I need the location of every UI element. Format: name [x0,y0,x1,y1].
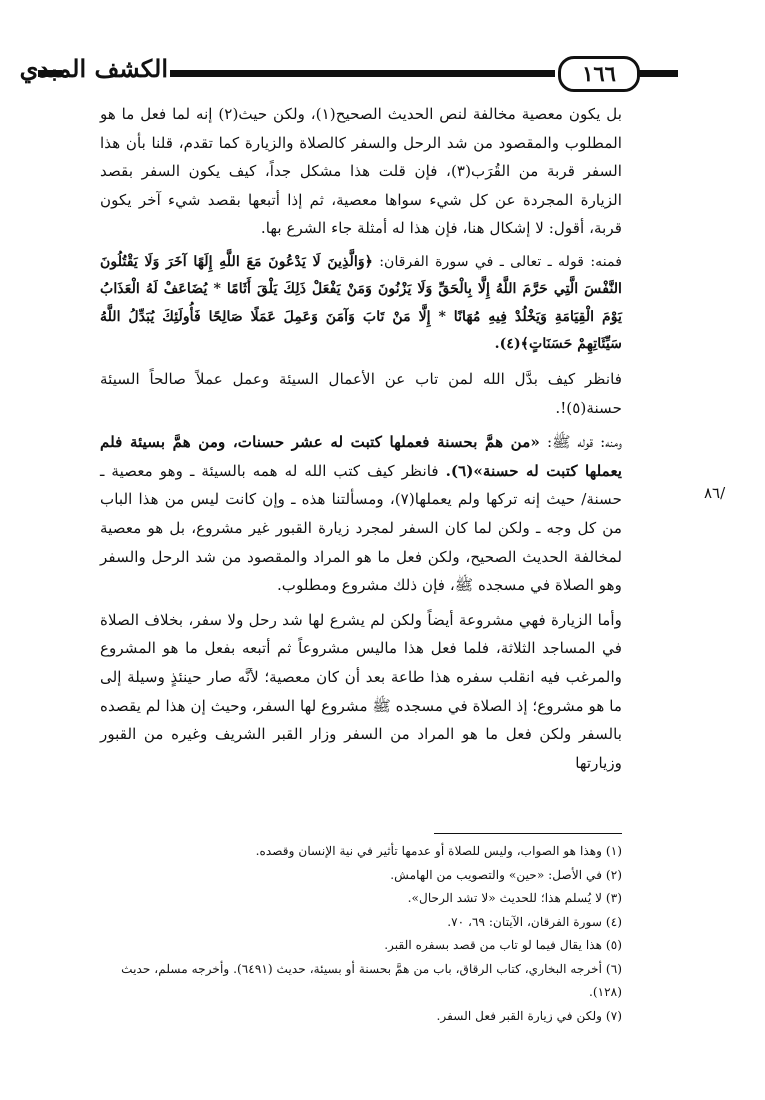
footnotes [100,840,622,1028]
hadith-commentary: فانظر كيف كتب الله له همه بالسيئة ـ وهو معصية ـ حسنة/ حيث إنه تركها ولم يعملها(٧)، ومسألتنا هذه ـ وإن كانت ليس من هذا الباب من كل وجه ـ ولكن لما كان السفر لمجرد زيارة القبور غير مشروع، بل هو معصية لمخالفة الحديث الصحيح، ولكن فعل ما هو المراد والمقصود من شد الرحل والسفر وهو الصلاة في مسجده ﷺ، فإن ذلك مشروع ومطلوب. [100,461,622,595]
paragraph: فانظر كيف بدَّل الله لمن تاب عن الأعمال السيئة وعمل عملاً صالحاً السيئة حسنة(٥)!. [100,369,622,417]
book-title: الكشف المبدي [19,54,168,83]
quran-verse: ﴿وَالَّذِينَ لَا يَدْعُونَ مَعَ اللَّهِ إِلَهًا آخَرَ وَلَا يَقْتُلُونَ النَّفْسَ الَّتِي حَرَّمَ اللَّهُ إِلَّا بِالْحَقِّ وَلَا يَزْنُونَ وَمَنْ يَفْعَلْ ذَلِكَ يَلْقَ أَثَامًا * يُضَاعَفْ لَهُ الْعَذَابُ يَوْمَ الْقِيَامَةِ وَيَخْلُدْ فِيهِ مُهَانًا * إِلَّا مَنْ تَابَ وَآمَنَ وَعَمِلَ عَمَلًا صَالِحًا فَأُولَئِكَ يُبَدِّلُ اللَّهُ سَيِّئَاتِهِمْ حَسَنَاتٍ﴾(٤). [100,253,622,353]
footnote: (٤) سورة الفرقان، الآيتان: ٦٩، ٧٠. [447,914,622,929]
header-rule-right [638,70,678,77]
footnote: (٥) هذا يقال فيما لو تاب من قصد بسفره القبر. [384,938,622,952]
hadith-intro: ومنه: قوله ﷺ: [546,433,622,452]
hadith-paragraph [100,428,622,600]
quran-paragraph [100,249,622,359]
footnote: (٦) أخرجه البخاري، كتاب الرقاق، باب من همَّ بحسنة أو بسيئة، حديث (٦٤٩١). وأخرجه مسلم، حديث (١٢٨). [121,961,622,999]
manuscript-folio-marker: ٨٦/ [704,484,726,502]
header-rule-middle [170,70,555,77]
main-text [100,100,622,783]
footnote: (١) وهذا هو الصواب، وليس للصلاة أو عدمها تأثير في نية الإنسان وقصده. [255,844,622,858]
hadith-text: «من همَّ بحسنة فعملها كتبت له عشر حسنات، ومن همَّ بسيئة فلم يعملها كتبت له حسنة»(٦). [100,433,623,480]
paragraph: بل يكون معصية مخالفة لنص الحديث الصحيح(١)، ولكن حيث(٢) إنه لما فعل ما هو المطلوب والمقصود من شد الرحل والسفر كالصلاة والزيارة كما تقدم، قلنا بأن هذا السفر قربة من القُرَب(٣)، فإن قلت هذا مشكل جداً، كيف يكون السفر بقصد الزيارة المجردة عن كل شيء سواها معصية، ثم إذا أتبعها بقصد شيء آخر يكون قربة، أقول: لا إشكال هنا، فإن هذا له أمثلة جاء الشرع بها. [100,105,622,238]
footnote-divider [434,833,622,834]
quran-intro: فمنه: قوله ـ تعالى ـ في سورة الفرقان: [379,253,622,270]
page-header [19,50,738,94]
footnote: (٢) في الأصل: «حين» والتصويب من الهامش. [390,867,622,882]
page-number: ١٦٦ [558,56,640,92]
footnote: (٧) ولكن في زيارة القبر فعل السفر. [436,1008,622,1023]
footnote: (٣) لا يُسلم هذا؛ للحديث «لا تشد الرحال». [407,891,622,905]
paragraph: وأما الزيارة فهي مشروعة أيضاً ولكن لم يشرع لها شد رحل ولا سفر، بخلاف الصلاة في المساجد الثلاثة، فلما فعل هذا ماليس مشروعاً ثم أتبعه بفعل ما هو المشروع والمرغب فيه انقلب سفره هذا طاعة بعد أن كان معصية؛ لأنَّه صار حينئذٍ وسيلة إلى ما هو مشروع؛ إذ الصلاة في مسجده ﷺ مشروع لها السفر، وحيث إن هذا لم يقصده بالسفر ولكن فعل ما هو المراد من السفر وزار القبر الشريف وغيره من القبور وزيارتها [100,610,622,772]
